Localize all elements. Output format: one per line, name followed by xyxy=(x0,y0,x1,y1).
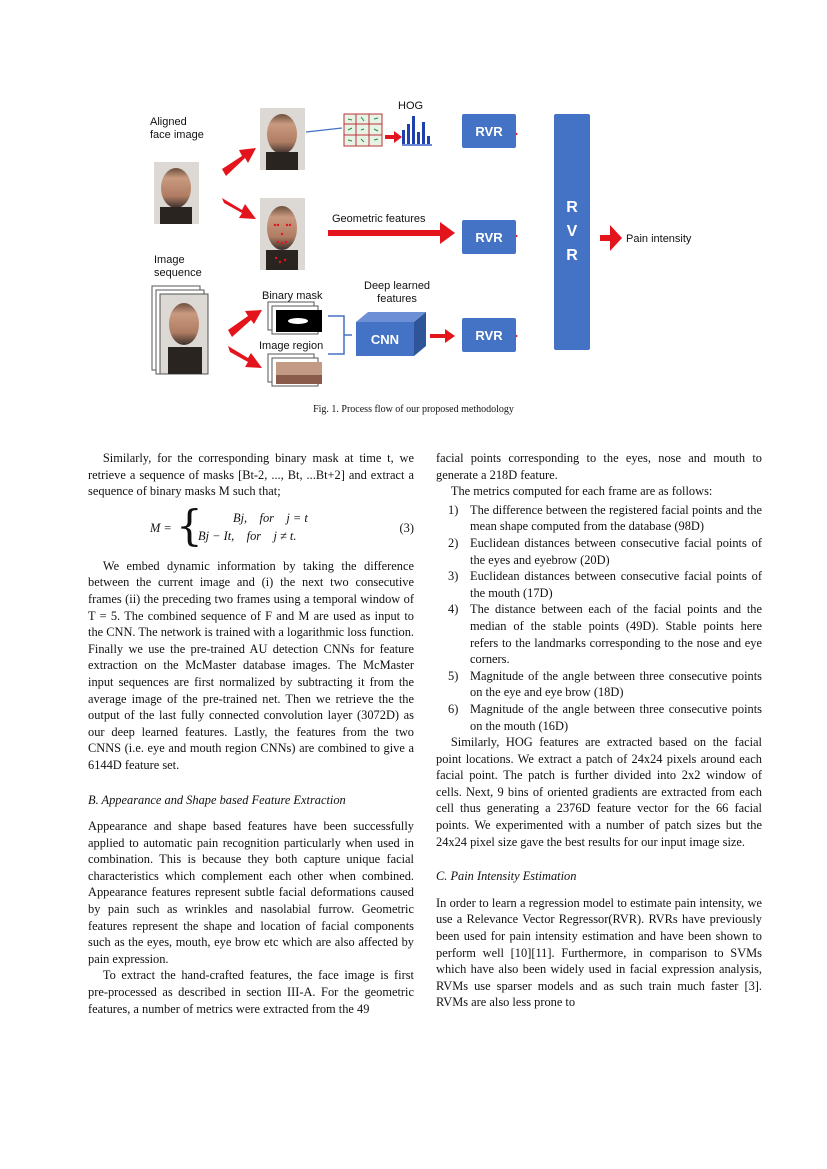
figure-caption: Fig. 1. Process flow of our proposed methodology xyxy=(313,404,514,415)
metrics-list xyxy=(436,502,762,734)
deep-features-label: Deep learned features xyxy=(364,280,431,305)
image-sequence-label: Image sequence xyxy=(154,254,202,279)
paragraph-metrics-intro: The metrics computed for each frame are as follows: xyxy=(450,484,713,499)
paragraph-binary-mask: Similarly, for the corresponding binary mask at time t, we retrieve a sequence of masks [Bt-2, ..., Bt, ...Bt+2] and extract a sequence of binary masks M such that; xyxy=(88,451,414,499)
hog-histogram-icon xyxy=(402,116,432,146)
hog-grid-icon xyxy=(344,114,382,146)
face-hog-image xyxy=(260,108,305,170)
list-item: 4) The distance between each of the facial points and the median of the stable points (49D). Stable points here refers to the landmarks corresponding to the nose and eye corners. xyxy=(448,602,762,667)
left-column xyxy=(88,450,414,1017)
arrow-to-histogram xyxy=(385,131,402,143)
process-flow-figure xyxy=(130,92,730,392)
rvr-fusion-box: R V R xyxy=(554,114,590,350)
equation-3 xyxy=(88,500,414,552)
section-heading-b: B. Appearance and Shape based Feature Extraction xyxy=(88,792,346,807)
equation-lhs: M = xyxy=(150,520,172,535)
arrow-to-mask xyxy=(228,310,262,337)
arrow-to-hog-face xyxy=(222,148,256,176)
arrow-to-pain xyxy=(600,225,622,251)
right-column xyxy=(436,450,762,1011)
equation-row-2: Bj − It, for j ≠ t. xyxy=(198,528,297,543)
list-item: 1) The difference between the registered facial points and the mean shape computed from the database (98D) xyxy=(448,502,762,534)
hog-label: HOG xyxy=(398,100,424,112)
binary-mask-label: Binary mask xyxy=(262,290,323,302)
rvr-deep-box: RVR xyxy=(462,318,516,352)
list-item: 5) Magnitude of the angle between three consecutive points on the eye and eye brow (18D) xyxy=(448,668,762,700)
equation-number: (3) xyxy=(399,520,414,535)
equation-brace: { xyxy=(176,500,203,550)
rvr-geometric-box: RVR xyxy=(462,220,516,254)
cnn-box: CNN xyxy=(356,322,414,356)
binary-mask-stack xyxy=(268,302,322,334)
rvr-hog-box: RVR xyxy=(462,114,516,148)
paragraph-pain-estimation: In order to learn a regression model to estimate pain intensity, we use a Relevance Vector Regressor(RVR). RVRs have previously been used for pain intensity estimation and have been shown to perform well [10][11]. Furthermore, in comparison to SVMs which have also been widely used in facial expression analysis, RVMs use sparser models and as such train much faster [3]. RVMs are also less prone to xyxy=(436,895,762,1010)
equation-row-1: Bj, for j = t xyxy=(233,510,308,525)
geometric-features-label: Geometric features xyxy=(332,213,426,225)
paragraph-handcrafted: To extract the hand-crafted features, the face image is first pre-processed as described in section III-A. For the geometric features, a number of metrics were extracted from the 49 xyxy=(88,968,414,1016)
aligned-face-label: Aligned face image xyxy=(150,116,204,141)
paragraph-dynamic-info: We embed dynamic information by taking the difference between the current image and (i) the next two consecutive frames (ii) the preceding two frames using a temporal window of T = 5. The combined sequence of F and M are used as input to the CNN. The network is trained with a logarithmic loss function. Finally we use the pre-trained AU detection CNNs for feature extraction on the McMaster database images. The McMaster input sequences are first normalized by subtracting it from the average image of the pre-trained net. Then we retrieve the the output of the last fully connected convolution layer (3072D) as our deep learned features. Lastly, the features from the two CNNS (i.e. eye and mouth region CNNs) are combined to give a 6144D feature set. xyxy=(88,558,414,772)
arrow-cnn-to-rvr3 xyxy=(430,329,455,343)
paragraph-appearance-shape: Appearance and shape based features have been successfully applied to automatic pain recognition particularly when used in combination. This is because they both capture unique facial characteristics which complement each other when combined. Appearance features represent subtle facial deformations caused by pain such as wrinkles and nasolabial furrow. Geometric features represent the shape and location of facial components such as the eyes, mouth, eye brow etc which are also affected by pain expression. xyxy=(88,819,414,966)
aligned-face-image xyxy=(154,162,199,224)
paragraph-hog: Similarly, HOG features are extracted based on the facial point locations. We extract a patch of 24x24 pixels around each facial point. The patch is further divided into 2x2 window of cells. Next, 9 bins of oriented gradients are extracted from each cell thus generating a 2376D feature vector for the 66 facial points. We experimented with a number of patch sizes but the 24x24 pixel size gave the best results for our input image size. xyxy=(436,735,762,849)
paragraph-facial-points: facial points corresponding to the eyes, nose and mouth to generate a 218D feature. xyxy=(436,451,762,482)
face-geometric-image xyxy=(260,198,305,270)
image-region-label: Image region xyxy=(259,340,324,352)
arrow-to-region xyxy=(228,346,262,368)
image-region-stack xyxy=(268,354,322,386)
arrow-to-geometric-face xyxy=(222,198,256,219)
cnn-input-bracket xyxy=(328,316,352,354)
list-item: 2) Euclidean distances between consecutive facial points of the eyes and eyebrow (20D) xyxy=(448,535,762,567)
pain-intensity-label: Pain intensity xyxy=(626,233,692,245)
list-item: 6) Magnitude of the angle between three consecutive points on the mouth (16D) xyxy=(448,701,762,733)
list-item: 3) Euclidean distances between consecutive facial points of the mouth (17D) xyxy=(448,569,762,600)
section-heading-c: C. Pain Intensity Estimation xyxy=(436,869,577,884)
hog-connector-line xyxy=(306,128,342,132)
image-sequence-stack xyxy=(152,286,208,374)
